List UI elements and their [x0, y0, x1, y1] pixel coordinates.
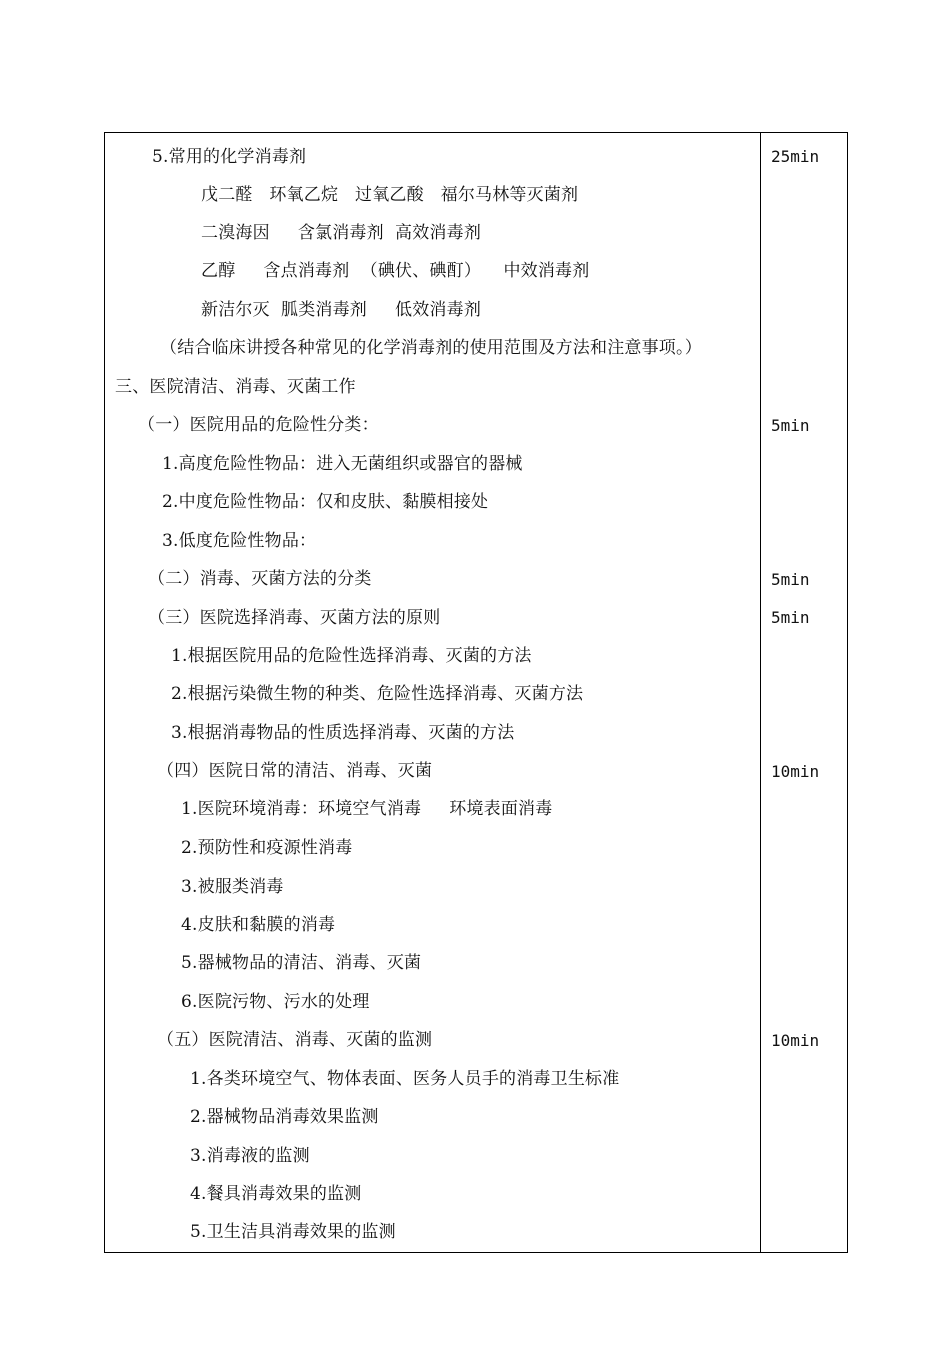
subsection-heading: （五）医院清洁、消毒、灭菌的监测 — [157, 1030, 433, 1050]
list-item: 5.常用的化学消毒剂 — [152, 147, 307, 167]
list-item: 4.皮肤和黏膜的消毒 — [181, 915, 336, 935]
list-item: 2.预防性和疫源性消毒 — [181, 838, 353, 858]
subsection-heading: （二）消毒、灭菌方法的分类 — [148, 569, 372, 589]
duration-label: 5min — [771, 608, 810, 627]
duration-label: 5min — [771, 570, 810, 589]
duration-label: 5min — [771, 416, 810, 435]
list-item: 2.器械物品消毒效果监测 — [190, 1107, 379, 1127]
subsection-heading: （一）医院用品的危险性分类： — [138, 415, 379, 435]
list-item: 4.餐具消毒效果的监测 — [190, 1184, 362, 1204]
list-item: 5.卫生洁具消毒效果的监测 — [190, 1222, 396, 1242]
column-divider — [760, 132, 761, 1253]
list-item: 乙醇 含点消毒剂 （碘伏、碘酊） 中效消毒剂 — [201, 261, 590, 281]
list-item: 2.根据污染微生物的种类、危险性选择消毒、灭菌方法 — [171, 684, 584, 704]
list-item: 1.各类环境空气、物体表面、医务人员手的消毒卫生标准 — [190, 1069, 620, 1089]
list-item: 二溴海因 含氯消毒剂 高效消毒剂 — [201, 223, 482, 243]
list-item: 1.高度危险性物品：进入无菌组织或器官的器械 — [162, 454, 523, 474]
list-item: 3.低度危险性物品： — [162, 531, 317, 551]
subsection-heading: （三）医院选择消毒、灭菌方法的原则 — [148, 608, 441, 628]
duration-label: 10min — [771, 1031, 820, 1050]
note-text: （结合临床讲授各种常见的化学消毒剂的使用范围及方法和注意事项。） — [160, 338, 702, 358]
section-heading: 三、医院清洁、消毒、灭菌工作 — [115, 377, 356, 397]
list-item: 2.中度危险性物品：仅和皮肤、黏膜相接处 — [162, 492, 489, 512]
list-item: 5.器械物品的清洁、消毒、灭菌 — [181, 953, 422, 973]
subsection-heading: （四）医院日常的清洁、消毒、灭菌 — [157, 761, 433, 781]
list-item: 1.医院环境消毒：环境空气消毒 环境表面消毒 — [181, 799, 553, 819]
duration-label: 10min — [771, 762, 820, 781]
list-item: 3.消毒液的监测 — [190, 1146, 310, 1166]
list-item: 新洁尔灭 胍类消毒剂 低效消毒剂 — [201, 300, 482, 320]
list-item: 6.医院污物、污水的处理 — [181, 992, 370, 1012]
list-item: 戊二醛 环氧乙烷 过氧乙酸 福尔马林等灭菌剂 — [201, 185, 579, 205]
list-item: 3.被服类消毒 — [181, 877, 284, 897]
duration-label: 25min — [771, 147, 820, 166]
list-item: 3.根据消毒物品的性质选择消毒、灭菌的方法 — [171, 723, 515, 743]
list-item: 1.根据医院用品的危险性选择消毒、灭菌的方法 — [171, 646, 532, 666]
